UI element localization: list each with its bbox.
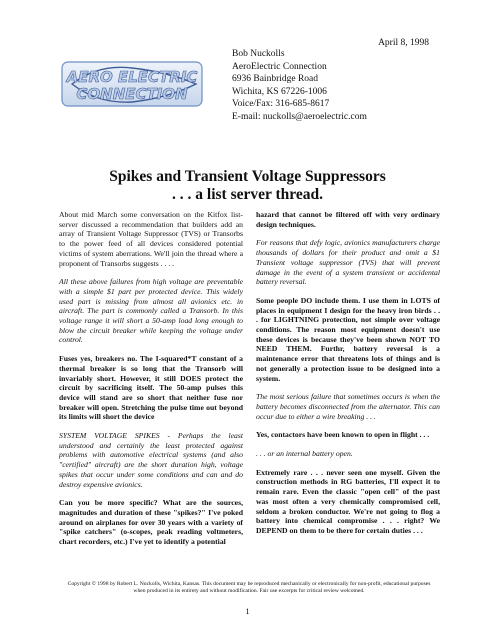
paragraph-reply: Fuses yes, breakers no. The I-squared*T constant of a thermal breaker is so long that the Transorb will invariably short. However, it still DOES protect the circuit by sacrificing itself. The 50-amp pulses this device will stand are so short that neither fuse nor breaker will open. Stretching the pulse time out beyond its limits will short the device [59, 354, 243, 422]
paragraph-reply: Can you be more specific? What are the sources, magnitudes and duration of these "spikes?" I've poked around on airplanes for over 30 years with a variety of "spike catchers" (o-scopes, peak reading voltmeters, chart recorders, etc.) I've yet to identify a potential [59, 498, 243, 547]
address-name: Bob Nuckolls [232, 49, 285, 59]
left-column [59, 210, 243, 556]
paragraph: About mid March some conversation on the Kitfox list-server discussed a recommendation that builders add an array of Transient Voltage Suppressor (TVS) or Transorbs to the power feed of all devices considered potential victims of system aberrations. We'll join the thread where a proponent of Transorbs suggests . . . . [59, 210, 243, 268]
address-email: E-mail: nuckolls@aeroelectric.com [232, 111, 367, 122]
title-line1: Spikes and Transient Voltage Suppressors [109, 168, 386, 185]
copyright-notice: Copyright © 1998 by Robert L. Nuckolls, Wichita, Kansas. This document may be reproduced mechanically or electronically for non-profit, educational purposes when produced in its entirety and without modification. Fair use excerpts for critical review welcomed. [67, 581, 431, 595]
paragraph-quote: . . . or an internal battery open. [256, 449, 353, 459]
address-street: 6936 Bainbridge Road [232, 74, 319, 84]
aeroelectric-logo [58, 58, 206, 110]
logo-line1: AERO ELECTRIC [66, 68, 198, 86]
paragraph-quote: The most serious failure that sometimes occurs is when the battery becomes disconnected from the alternator. This can occur due to either a wire breaking . . . [256, 392, 440, 421]
address-city: Wichita, KS 67226-1006 [232, 86, 327, 97]
paragraph-quote: SYSTEM VOLTAGE SPIKES - Perhaps the least understood and certainly the least protected against problems with automotive electrical systems (and also "certified" aircraft) are the short duration high, voltage spikes that occur under some conditions and can and do destroy expensive avionics. [59, 431, 243, 489]
title-line2: . . . a list server thread. [172, 186, 323, 203]
paragraph-reply: Yes, contactors have been known to open in flight . . . [256, 430, 430, 440]
paragraph-reply: hazard that cannot be filtered off with very ordinary design techniques. [256, 210, 440, 229]
paragraph-quote: For reasons that defy logic, avionics manufacturers charge thousands of dollars for their product and omit a $1 Transient voltage suppressor (TVS) that will prevent damage in the event of a system transient or accidental battery reversal. [256, 238, 440, 287]
paragraph-quote: All these above failures from high voltage are preventable with a simple $1 part per protected device. This widely used part is missing from almost all avionics etc. in aircraft. The part is commonly called a Transorb. In this voltage range it will short a 50-amp load long enough to blow the circuit breaker while keeping the voltage under control. [59, 277, 243, 345]
document-title [0, 168, 495, 204]
paragraph-reply: Some people DO include them. I use them in LOTS of places in equipment I design for the heavy iron birds . . . for LIGHTNING protection, not simple over voltage conditions. The reason most equipment doesn't use these devices is because they've been shown NOT TO NEED THEM. Furthr, battery reversal is a maintenance error that threatens lots of things and is not generally a protection issue to be designed into a system. [256, 295, 440, 383]
sender-address [232, 48, 367, 123]
paragraph-reply: Extremely rare . . . never seen one myself. Given the construction methods in RG batteries, I'll expect it to remain rare. Even the classic "open cell" of the past was most often a very chemically compromised cell, seldom a broken conductor. We're not going to flog a battery into chemical compromise . . . right? We DEPEND on them to be there for certain duties . . . [256, 467, 440, 535]
document-date: April 8, 1998 [378, 38, 429, 48]
address-company: AeroElectric Connection [232, 61, 327, 72]
address-phone: Voice/Fax: 316-685-8617 [232, 99, 330, 109]
page-number: 1 [245, 606, 250, 616]
right-column [256, 210, 440, 545]
logo-line2: CONNECTION [76, 85, 188, 103]
